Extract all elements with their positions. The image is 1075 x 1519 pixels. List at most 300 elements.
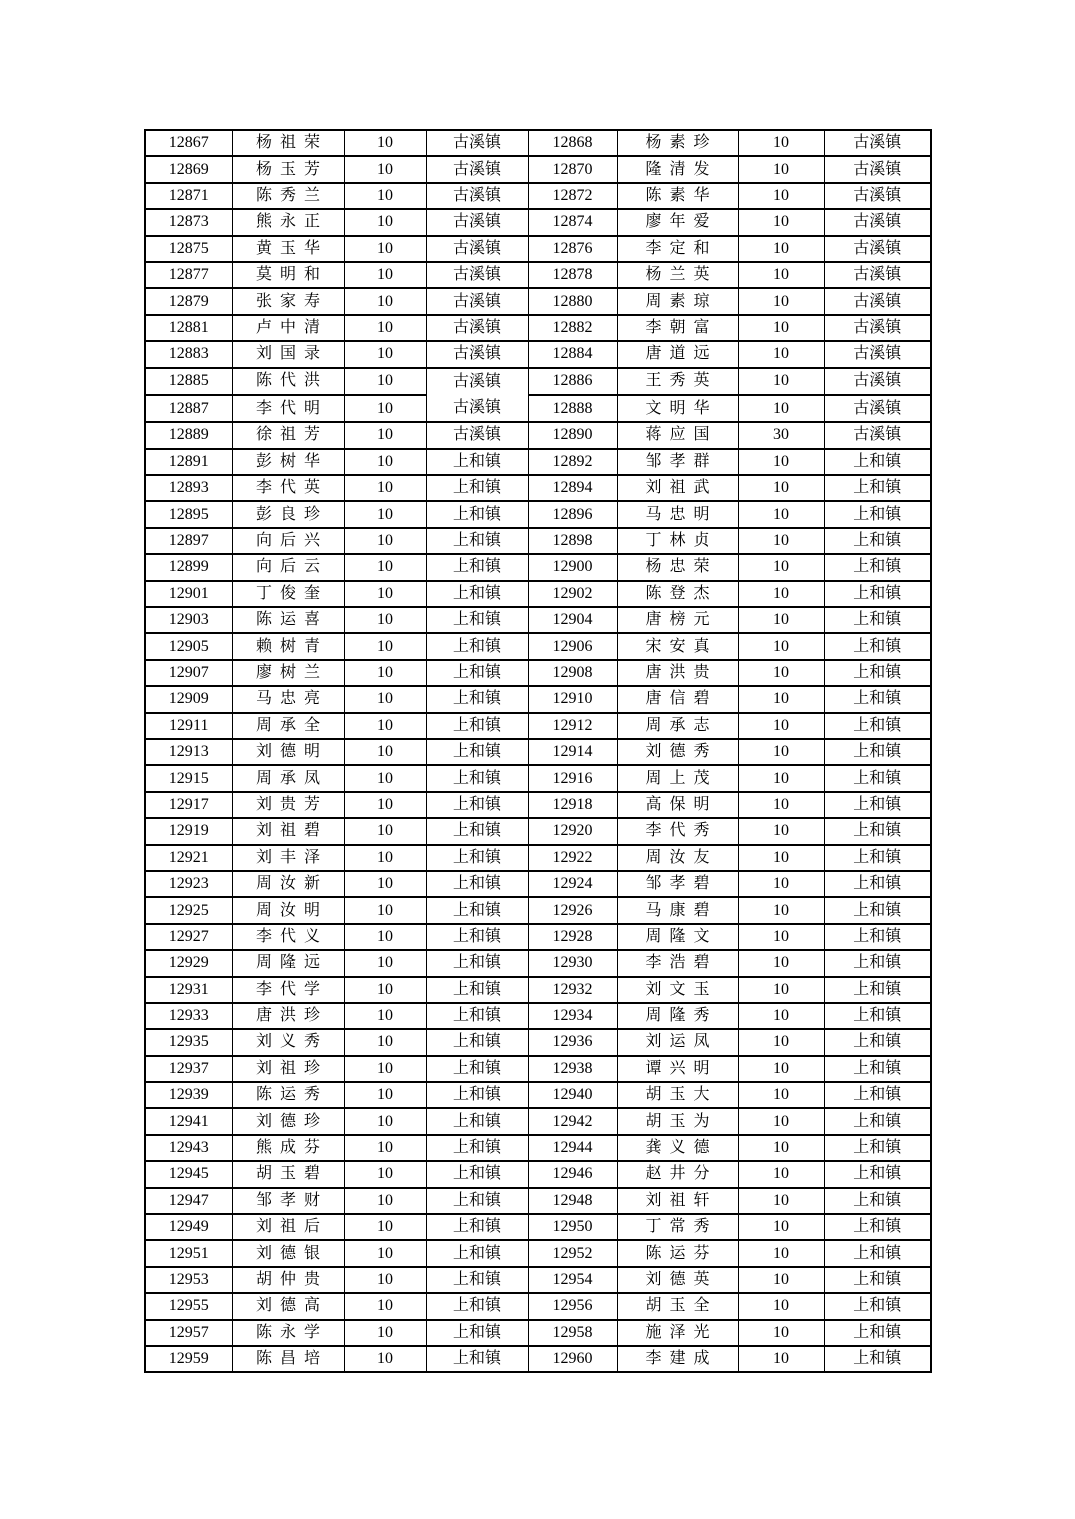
cell-id: 12907 — [145, 660, 232, 686]
cell-id: 12927 — [145, 924, 232, 950]
cell-id: 12925 — [145, 897, 232, 923]
cell-town: 上和镇 — [824, 1082, 931, 1108]
person-name-text: 丁林贞 — [645, 532, 718, 550]
person-name-text: 徐祖芳 — [255, 426, 328, 444]
cell-town: 上和镇 — [426, 924, 528, 950]
cell-amount: 10 — [344, 765, 426, 791]
cell-amount: 10 — [344, 183, 426, 209]
cell-amount: 10 — [344, 792, 426, 818]
cell-name — [232, 633, 344, 659]
person-name-text: 李代秀 — [645, 822, 718, 840]
person-name-text: 李建成 — [645, 1350, 718, 1368]
cell-amount: 10 — [738, 1003, 824, 1029]
cell-id: 12952 — [528, 1240, 617, 1266]
cell-town: 上和镇 — [824, 581, 931, 607]
cell-name — [232, 156, 344, 182]
cell-town: 上和镇 — [824, 1188, 931, 1214]
cell-town: 上和镇 — [426, 792, 528, 818]
person-name-text: 刘祖珍 — [255, 1059, 328, 1077]
table-row — [145, 897, 931, 923]
cell-id: 12885 — [145, 368, 232, 395]
cell-amount: 10 — [344, 262, 426, 288]
cell-town: 上和镇 — [824, 818, 931, 844]
cell-name — [232, 554, 344, 580]
cell-amount: 10 — [344, 315, 426, 341]
cell-id: 12871 — [145, 183, 232, 209]
cell-amount: 10 — [344, 1240, 426, 1266]
cell-name — [617, 209, 738, 235]
cell-id: 12944 — [528, 1135, 617, 1161]
cell-amount: 10 — [344, 501, 426, 527]
cell-town: 上和镇 — [824, 792, 931, 818]
cell-id: 12918 — [528, 792, 617, 818]
cell-name — [617, 315, 738, 341]
person-name-text: 李代英 — [255, 479, 328, 497]
cell-amount: 10 — [738, 1188, 824, 1214]
person-name-text: 刘德英 — [645, 1270, 718, 1288]
cell-name — [617, 924, 738, 950]
cell-town: 上和镇 — [426, 475, 528, 501]
cell-name — [232, 209, 344, 235]
cell-amount: 10 — [738, 1240, 824, 1266]
cell-town: 上和镇 — [824, 1135, 931, 1161]
cell-name — [617, 262, 738, 288]
cell-name — [617, 1346, 738, 1372]
cell-name — [617, 501, 738, 527]
cell-amount: 10 — [344, 528, 426, 554]
cell-amount: 10 — [344, 395, 426, 422]
person-name-text: 彭树华 — [255, 452, 328, 470]
cell-name — [617, 818, 738, 844]
cell-id: 12875 — [145, 236, 232, 262]
cell-amount: 10 — [344, 686, 426, 712]
cell-name — [617, 739, 738, 765]
cell-id: 12889 — [145, 422, 232, 448]
person-name-text: 赵井分 — [645, 1165, 718, 1183]
cell-id: 12934 — [528, 1003, 617, 1029]
cell-amount: 10 — [738, 1056, 824, 1082]
table-row — [145, 395, 931, 422]
cell-id: 12942 — [528, 1108, 617, 1134]
cell-name — [617, 1135, 738, 1161]
cell-amount: 10 — [344, 475, 426, 501]
table-row — [145, 1135, 931, 1161]
table-row — [145, 341, 931, 367]
cell-amount: 10 — [738, 1346, 824, 1372]
cell-town: 上和镇 — [824, 686, 931, 712]
person-name-text: 李代明 — [255, 399, 328, 417]
cell-amount: 10 — [738, 209, 824, 235]
cell-name — [617, 607, 738, 633]
person-name-text: 周承凤 — [255, 769, 328, 787]
cell-name — [232, 1188, 344, 1214]
cell-id: 12943 — [145, 1135, 232, 1161]
cell-amount: 10 — [344, 581, 426, 607]
cell-town: 上和镇 — [426, 871, 528, 897]
person-name-text: 熊成芬 — [255, 1139, 328, 1157]
person-name-text: 莫明和 — [255, 266, 328, 284]
person-name-text: 刘贵芳 — [255, 795, 328, 813]
cell-name — [232, 236, 344, 262]
person-name-text: 杨玉芳 — [255, 160, 328, 178]
cell-id: 12881 — [145, 315, 232, 341]
cell-town: 上和镇 — [426, 950, 528, 976]
cell-amount: 10 — [344, 1161, 426, 1187]
cell-town: 上和镇 — [824, 1267, 931, 1293]
table-row — [145, 449, 931, 475]
cell-amount: 10 — [738, 924, 824, 950]
cell-town: 上和镇 — [426, 818, 528, 844]
cell-id: 12880 — [528, 288, 617, 314]
cell-id: 12899 — [145, 554, 232, 580]
cell-town: 上和镇 — [426, 1214, 528, 1240]
cell-town — [426, 368, 528, 423]
cell-town: 古溪镇 — [824, 341, 931, 367]
cell-id: 12896 — [528, 501, 617, 527]
cell-amount: 10 — [344, 633, 426, 659]
cell-name — [617, 1188, 738, 1214]
cell-town: 上和镇 — [824, 1346, 931, 1372]
person-name-text: 李浩碧 — [645, 954, 718, 972]
cell-town: 上和镇 — [824, 977, 931, 1003]
cell-name — [617, 156, 738, 182]
cell-town: 上和镇 — [426, 1240, 528, 1266]
person-name-text: 刘德高 — [255, 1297, 328, 1315]
cell-town: 古溪镇 — [824, 183, 931, 209]
cell-amount: 10 — [344, 1029, 426, 1055]
person-name-text: 马康碧 — [645, 901, 718, 919]
table-row — [145, 130, 931, 156]
cell-id: 12950 — [528, 1214, 617, 1240]
cell-amount: 10 — [738, 845, 824, 871]
cell-name — [617, 633, 738, 659]
cell-name — [617, 1267, 738, 1293]
cell-town: 上和镇 — [426, 501, 528, 527]
table-row — [145, 1056, 931, 1082]
cell-id: 12936 — [528, 1029, 617, 1055]
person-name-text: 陈昌培 — [255, 1350, 328, 1368]
person-name-text: 刘祖后 — [255, 1218, 328, 1236]
cell-id: 12883 — [145, 341, 232, 367]
cell-amount: 10 — [344, 1108, 426, 1134]
cell-town: 上和镇 — [824, 713, 931, 739]
table-row — [145, 288, 931, 314]
cell-name — [232, 1082, 344, 1108]
cell-town: 上和镇 — [824, 1056, 931, 1082]
cell-town: 上和镇 — [824, 1029, 931, 1055]
cell-id: 12870 — [528, 156, 617, 182]
person-name-text: 唐道远 — [645, 345, 718, 363]
cell-amount: 10 — [738, 792, 824, 818]
cell-name — [232, 1135, 344, 1161]
cell-town: 上和镇 — [426, 897, 528, 923]
cell-name — [617, 686, 738, 712]
person-name-text: 周汝明 — [255, 901, 328, 919]
cell-id: 12928 — [528, 924, 617, 950]
cell-id: 12941 — [145, 1108, 232, 1134]
cell-amount: 10 — [738, 288, 824, 314]
cell-id: 12872 — [528, 183, 617, 209]
cell-amount: 10 — [738, 368, 824, 395]
cell-amount: 10 — [738, 739, 824, 765]
cell-amount: 10 — [738, 977, 824, 1003]
cell-id: 12898 — [528, 528, 617, 554]
person-name-text: 马忠亮 — [255, 690, 328, 708]
cell-amount: 10 — [344, 818, 426, 844]
cell-name — [232, 713, 344, 739]
cell-id: 12946 — [528, 1161, 617, 1187]
cell-name — [617, 1240, 738, 1266]
table-row — [145, 1346, 931, 1372]
cell-name — [617, 581, 738, 607]
cell-amount: 10 — [344, 739, 426, 765]
cell-name — [232, 395, 344, 422]
person-name-text: 施泽光 — [645, 1323, 718, 1341]
cell-amount: 10 — [344, 713, 426, 739]
person-name-text: 彭良珍 — [255, 505, 328, 523]
cell-amount: 10 — [344, 950, 426, 976]
cell-amount: 10 — [344, 236, 426, 262]
cell-amount: 10 — [344, 1214, 426, 1240]
table-row — [145, 501, 931, 527]
cell-name — [617, 1214, 738, 1240]
cell-name — [617, 845, 738, 871]
person-name-text: 刘德秀 — [645, 743, 718, 761]
cell-name — [617, 236, 738, 262]
person-name-text: 刘运凤 — [645, 1033, 718, 1051]
cell-amount: 10 — [344, 449, 426, 475]
person-name-text: 李代学 — [255, 980, 328, 998]
cell-id: 12929 — [145, 950, 232, 976]
cell-town: 上和镇 — [426, 607, 528, 633]
cell-amount: 10 — [738, 554, 824, 580]
cell-name — [617, 422, 738, 448]
cell-town: 古溪镇 — [426, 341, 528, 367]
cell-town: 古溪镇 — [824, 236, 931, 262]
cell-town: 上和镇 — [426, 633, 528, 659]
table-row — [145, 1267, 931, 1293]
person-name-text: 刘德明 — [255, 743, 328, 761]
person-name-text: 向后兴 — [255, 532, 328, 550]
cell-town: 上和镇 — [426, 1320, 528, 1346]
cell-amount: 10 — [738, 315, 824, 341]
table-row — [145, 475, 931, 501]
table-row — [145, 977, 931, 1003]
table-row — [145, 528, 931, 554]
person-name-text: 刘国录 — [255, 345, 328, 363]
table-row — [145, 924, 931, 950]
person-name-text: 周汝新 — [255, 875, 328, 893]
table-row — [145, 1082, 931, 1108]
cell-town: 上和镇 — [824, 845, 931, 871]
cell-amount: 10 — [738, 818, 824, 844]
cell-amount: 10 — [738, 236, 824, 262]
table-row — [145, 633, 931, 659]
cell-name — [617, 950, 738, 976]
cell-town: 古溪镇 — [426, 422, 528, 448]
cell-town: 古溪镇 — [426, 236, 528, 262]
cell-town: 上和镇 — [426, 449, 528, 475]
cell-name — [617, 1082, 738, 1108]
cell-name — [232, 950, 344, 976]
cell-amount: 10 — [344, 871, 426, 897]
person-name-text: 丁常秀 — [645, 1218, 718, 1236]
cell-id: 12949 — [145, 1214, 232, 1240]
cell-id: 12954 — [528, 1267, 617, 1293]
cell-name — [232, 845, 344, 871]
table-row — [145, 422, 931, 448]
cell-name — [232, 475, 344, 501]
cell-amount: 10 — [738, 686, 824, 712]
person-name-text: 周承全 — [255, 716, 328, 734]
person-name-text: 陈代洪 — [255, 372, 328, 390]
cell-id: 12953 — [145, 1267, 232, 1293]
cell-id: 12945 — [145, 1161, 232, 1187]
cell-town: 上和镇 — [824, 1108, 931, 1134]
cell-name — [232, 1267, 344, 1293]
cell-id: 12951 — [145, 1240, 232, 1266]
cell-town: 上和镇 — [426, 660, 528, 686]
cell-amount: 10 — [738, 1082, 824, 1108]
table-row — [145, 554, 931, 580]
person-name-text: 胡玉为 — [645, 1112, 718, 1130]
cell-amount: 10 — [738, 1293, 824, 1319]
cell-id: 12901 — [145, 581, 232, 607]
table-row — [145, 1240, 931, 1266]
cell-id: 12886 — [528, 368, 617, 395]
table-row — [145, 315, 931, 341]
cell-town: 上和镇 — [824, 1214, 931, 1240]
person-name-text: 赖树青 — [255, 637, 328, 655]
cell-town: 上和镇 — [426, 1056, 528, 1082]
cell-town: 上和镇 — [824, 633, 931, 659]
cell-amount: 10 — [344, 130, 426, 156]
roster-table-body — [145, 130, 931, 1372]
cell-id: 12869 — [145, 156, 232, 182]
cell-town: 古溪镇 — [426, 156, 528, 182]
cell-id: 12959 — [145, 1346, 232, 1372]
person-name-text: 周承志 — [645, 716, 718, 734]
cell-amount: 10 — [344, 845, 426, 871]
cell-town: 上和镇 — [426, 1135, 528, 1161]
cell-id: 12877 — [145, 262, 232, 288]
cell-name — [232, 897, 344, 923]
cell-name — [232, 1293, 344, 1319]
table-row — [145, 818, 931, 844]
cell-id: 12874 — [528, 209, 617, 235]
cell-name — [232, 765, 344, 791]
person-name-text: 胡仲贵 — [255, 1270, 328, 1288]
cell-name — [617, 368, 738, 395]
cell-name — [617, 475, 738, 501]
cell-id: 12948 — [528, 1188, 617, 1214]
cell-name — [232, 422, 344, 448]
table-row — [145, 156, 931, 182]
cell-town: 上和镇 — [824, 1320, 931, 1346]
person-name-text: 王秀英 — [645, 372, 718, 390]
cell-id: 12921 — [145, 845, 232, 871]
table-row — [145, 1108, 931, 1134]
cell-id: 12923 — [145, 871, 232, 897]
cell-town: 古溪镇 — [426, 130, 528, 156]
cell-id: 12947 — [145, 1188, 232, 1214]
cell-name — [232, 871, 344, 897]
cell-town: 上和镇 — [426, 1003, 528, 1029]
person-name-text: 唐信碧 — [645, 690, 718, 708]
cell-name — [232, 924, 344, 950]
cell-name — [232, 818, 344, 844]
cell-amount: 10 — [344, 156, 426, 182]
cell-name — [617, 1320, 738, 1346]
cell-name — [617, 1161, 738, 1187]
cell-id: 12935 — [145, 1029, 232, 1055]
cell-town: 上和镇 — [824, 554, 931, 580]
cell-name — [232, 1240, 344, 1266]
cell-name — [617, 341, 738, 367]
cell-amount: 10 — [738, 713, 824, 739]
cell-id: 12957 — [145, 1320, 232, 1346]
cell-town: 上和镇 — [824, 607, 931, 633]
cell-amount: 10 — [344, 897, 426, 923]
cell-name — [617, 977, 738, 1003]
cell-id: 12910 — [528, 686, 617, 712]
person-name-text: 邹孝碧 — [645, 875, 718, 893]
cell-town: 古溪镇 — [426, 288, 528, 314]
cell-id: 12891 — [145, 449, 232, 475]
cell-id: 12919 — [145, 818, 232, 844]
cell-town: 上和镇 — [824, 871, 931, 897]
person-name-text: 胡玉全 — [645, 1297, 718, 1315]
cell-id: 12917 — [145, 792, 232, 818]
cell-name — [232, 315, 344, 341]
cell-name — [232, 130, 344, 156]
cell-amount: 10 — [738, 341, 824, 367]
person-name-text: 刘祖碧 — [255, 822, 328, 840]
cell-id: 12902 — [528, 581, 617, 607]
cell-amount: 10 — [344, 924, 426, 950]
cell-amount: 10 — [738, 475, 824, 501]
table-row — [145, 262, 931, 288]
table-row — [145, 871, 931, 897]
cell-id: 12888 — [528, 395, 617, 422]
person-name-text: 马忠明 — [645, 505, 718, 523]
cell-id: 12939 — [145, 1082, 232, 1108]
cell-id: 12912 — [528, 713, 617, 739]
cell-id: 12897 — [145, 528, 232, 554]
table-row — [145, 236, 931, 262]
cell-id: 12916 — [528, 765, 617, 791]
person-name-text: 廖树兰 — [255, 664, 328, 681]
cell-name — [617, 897, 738, 923]
table-row — [145, 368, 931, 395]
cell-town: 古溪镇 — [426, 209, 528, 235]
cell-town: 上和镇 — [426, 1161, 528, 1187]
cell-name — [617, 660, 738, 686]
cell-amount: 10 — [344, 607, 426, 633]
cell-amount: 10 — [344, 554, 426, 580]
table-row — [145, 739, 931, 765]
person-name-text: 杨忠荣 — [645, 558, 718, 576]
cell-amount: 10 — [738, 262, 824, 288]
cell-id: 12890 — [528, 422, 617, 448]
cell-town: 上和镇 — [824, 765, 931, 791]
table-row — [145, 1320, 931, 1346]
cell-id: 12933 — [145, 1003, 232, 1029]
cell-name — [617, 528, 738, 554]
person-name-text: 熊永正 — [255, 213, 328, 231]
cell-amount: 10 — [738, 1135, 824, 1161]
cell-town: 古溪镇 — [824, 262, 931, 288]
